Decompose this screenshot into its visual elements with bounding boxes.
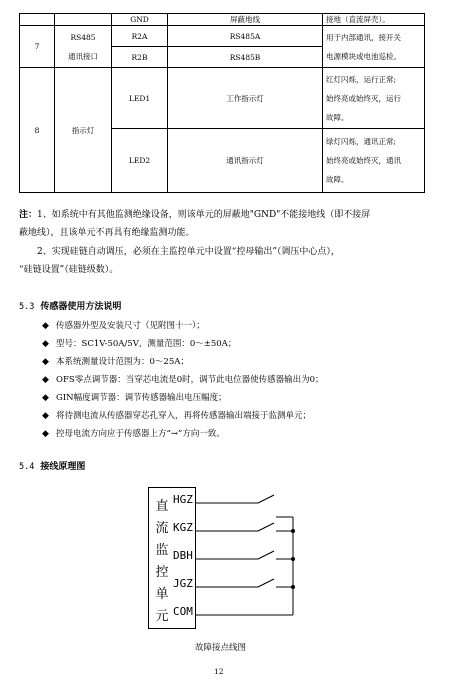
list-item: [42, 373, 324, 385]
section-heading-5-4: [19, 459, 85, 472]
list-item-text: 将待测电流从传感器穿芯孔穿入，再将传感器输出端接于监测单元；: [56, 411, 312, 421]
list-item: [42, 409, 311, 421]
junction-dot-icon: [291, 529, 295, 533]
table-cell-pin: R2A: [112, 26, 168, 47]
section-number: 5.4: [19, 462, 35, 472]
terminal-label-hgz: HGZ: [173, 493, 193, 506]
terminal-label-jgz: JGZ: [173, 577, 193, 590]
list-item: [42, 355, 189, 367]
note-text: 1、如系统中有其他监测绝缘设备，则该单元的屏蔽地"GND"不能接地线（即不接屏: [37, 210, 371, 220]
table-cell-signal: 屏蔽地线: [168, 14, 323, 26]
desc-line: 红灯闪烁，运行正常;: [326, 74, 397, 84]
diamond-bullet-icon: ◆: [42, 321, 49, 331]
desc-line: 电源模块或电池巡检。: [326, 51, 401, 61]
terminal-label-kgz: KGZ: [173, 521, 193, 534]
desc-line: 故障。: [326, 112, 349, 122]
section-title: 接线原理图: [40, 462, 86, 472]
junction-dot-icon: [291, 585, 295, 589]
note-label: 注：: [19, 210, 38, 220]
note-line-4: “硅链设置”（硅链级数）。: [19, 265, 119, 275]
note-line-3: 2、实现硅链自动调压，必须在主监控单元中设置“控母输出”（调压中心点），: [37, 247, 340, 257]
table-cell-signal: RS485A: [168, 26, 323, 47]
desc-line: 始终亮或始终灭，运行: [326, 93, 401, 103]
desc-line: 故障。: [326, 175, 349, 184]
table-cell-name: 指示灯: [55, 68, 112, 193]
switch-contact-icon: [258, 551, 274, 559]
desc-line: 绿灯闪烁，通讯正常;: [326, 137, 397, 146]
list-item: [42, 319, 205, 331]
diamond-bullet-icon: ◆: [42, 411, 49, 421]
table-cell-desc: 接地（直流屏壳）。: [323, 14, 425, 26]
desc-line: 始终亮或始终灭，通讯: [326, 156, 401, 165]
note-line-1: [19, 209, 439, 222]
diamond-bullet-icon: ◆: [42, 393, 49, 403]
interface-table: [19, 13, 425, 193]
switch-contact-icon: [258, 523, 274, 531]
page-number: 12: [214, 667, 224, 676]
table-cell-empty: [20, 14, 55, 26]
table-cell-name-line1: RS485: [70, 32, 96, 42]
table-cell-desc: [323, 68, 425, 129]
diamond-bullet-icon: ◆: [42, 357, 49, 367]
table-row-7a: [20, 26, 425, 47]
switch-contact-icon: [258, 495, 274, 503]
relay-contacts-drawing: [148, 487, 308, 632]
table-cell-func: 通讯指示灯: [168, 129, 323, 193]
list-item-text: 控母电流方向应于传感器上方“→”方向一致。: [56, 429, 225, 439]
table-cell-num: 8: [20, 68, 55, 193]
diamond-bullet-icon: ◆: [42, 375, 49, 385]
list-item-text: GIN幅度调节器：调节传感器输出电压幅度；: [56, 393, 227, 403]
terminal-label-com: COM: [173, 605, 193, 618]
table-cell-signal: RS485B: [168, 47, 323, 68]
table-cell-pin: LED1: [112, 68, 168, 129]
table-cell-num: 7: [20, 26, 55, 68]
unit-label-char: 流: [155, 521, 169, 536]
list-item: [42, 337, 236, 349]
table-cell-name: [55, 26, 112, 68]
section-heading-5-3: [19, 299, 121, 312]
table-cell-pin: GND: [112, 14, 168, 26]
unit-label-char: 监: [155, 543, 169, 558]
terminal-label-dbh: DBH: [173, 549, 193, 562]
table-cell-desc: [323, 26, 425, 68]
list-item-text: 型号：SC1V-50A/5V，测量范围：0～±50A；: [56, 339, 237, 349]
diamond-bullet-icon: ◆: [42, 339, 49, 349]
junction-dot-icon: [291, 557, 295, 561]
unit-label-char: 单: [155, 587, 169, 602]
table-row-8a: [20, 68, 425, 129]
table-cell-name-line2: 通讯接口: [68, 51, 98, 61]
list-item: [42, 427, 225, 439]
table-cell-pin: LED2: [112, 129, 168, 193]
list-item-text: 本系统测量设计范围为：0～25A；: [56, 357, 189, 367]
diamond-bullet-icon: ◆: [42, 429, 49, 439]
unit-label-char: 元: [155, 609, 169, 624]
diagram-caption: 故障接点线图: [195, 643, 247, 653]
list-item-text: OFS零点调节器：当穿芯电流是0时，调节此电位器使传感器输出为0；: [56, 375, 324, 385]
section-number: 5.3: [19, 302, 35, 312]
table-cell-func: 工作指示灯: [168, 68, 323, 129]
table-row-gnd: [20, 14, 425, 26]
list-item: [42, 391, 227, 403]
unit-label-char: 控: [155, 565, 169, 580]
section-title: 传感器使用方法说明: [40, 302, 122, 312]
table-cell-pin: R2B: [112, 47, 168, 68]
note-line-2: 蔽地线），且该单元不再具有绝缘监测功能。: [19, 228, 195, 238]
unit-label-char: 直: [155, 499, 169, 514]
list-item-text: 传感器外型及安装尺寸（见附图十一）；: [56, 321, 205, 331]
table-cell-empty: [55, 14, 112, 26]
table-cell-desc: [323, 129, 425, 193]
switch-contact-icon: [258, 579, 274, 587]
desc-line: 用于内部通讯，接开关: [326, 32, 401, 42]
